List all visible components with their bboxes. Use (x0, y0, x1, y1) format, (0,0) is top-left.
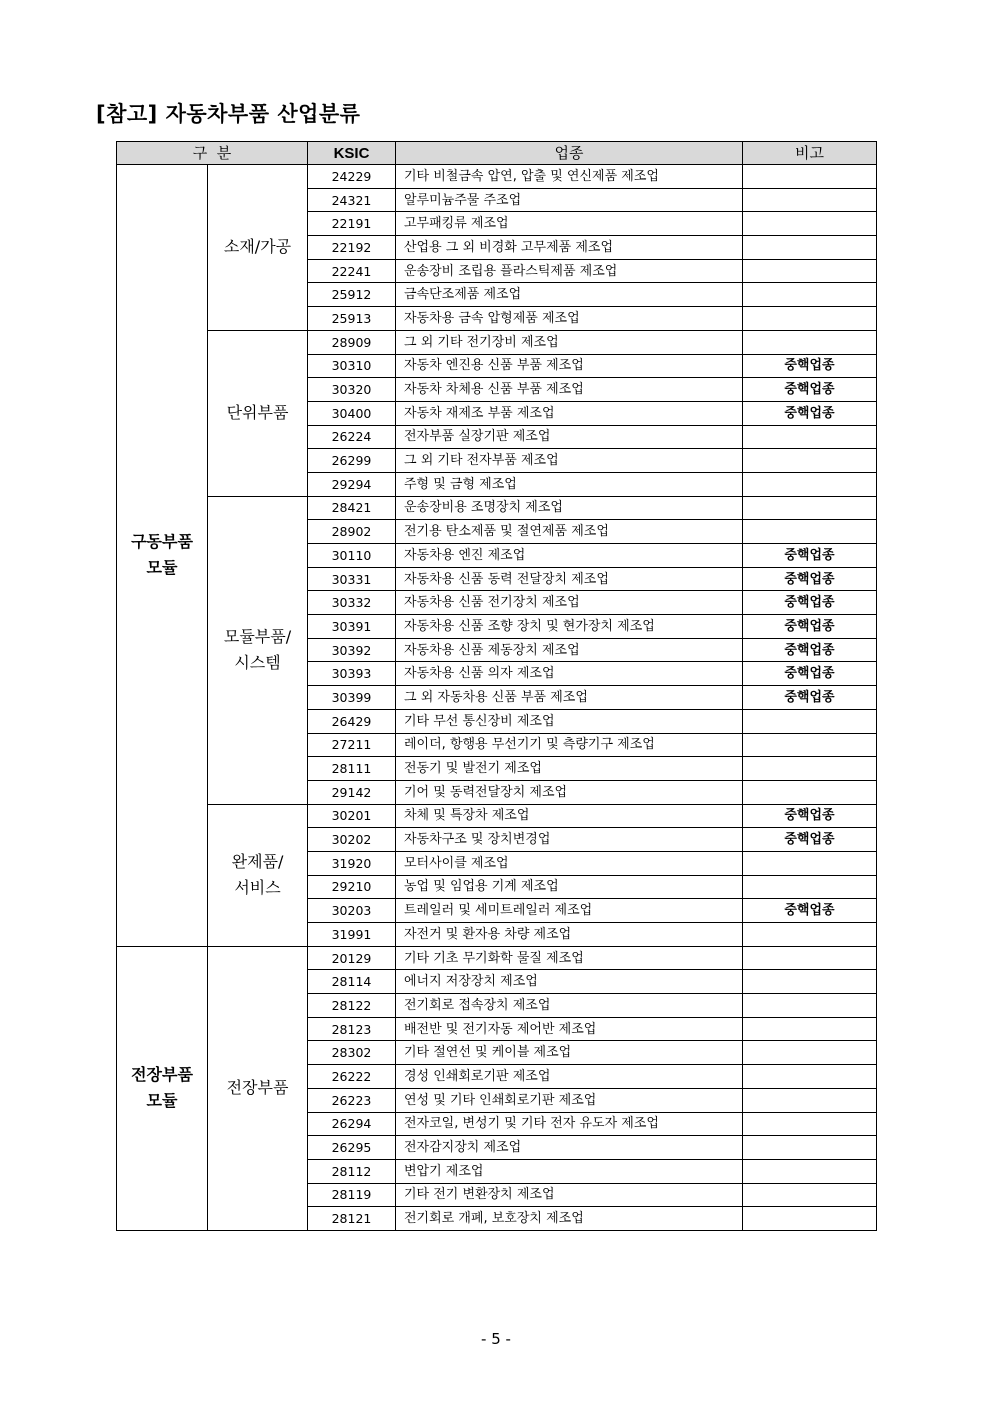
note-cell (743, 330, 877, 354)
note-cell (743, 1136, 877, 1160)
ksic-header: KSIC (308, 142, 396, 165)
ksic-code-cell: 20129 (308, 946, 396, 970)
ksic-code-cell: 26222 (308, 1065, 396, 1089)
note-cell: 중핵업종 (743, 401, 877, 425)
table-header-row (117, 142, 877, 165)
ksic-code-cell: 31920 (308, 851, 396, 875)
industry-name-cell: 자동차 차체용 신품 부품 제조업 (396, 378, 743, 402)
note-cell (743, 1159, 877, 1183)
ksic-code-cell: 29210 (308, 875, 396, 899)
note-cell (743, 307, 877, 331)
industry-name-cell: 자동차구조 및 장치변경업 (396, 828, 743, 852)
industry-name-cell: 트레일러 및 세미트레일러 제조업 (396, 899, 743, 923)
table-row (117, 496, 877, 520)
industry-name-cell: 기타 무선 통신장비 제조업 (396, 709, 743, 733)
industry-name-cell: 전자감지장치 제조업 (396, 1136, 743, 1160)
page-title: [참고] 자동차부품 산업분류 (96, 102, 361, 126)
industry-header: 업종 (396, 142, 743, 165)
ksic-code-cell: 25913 (308, 307, 396, 331)
industry-name-cell: 자동차용 신품 의자 제조업 (396, 662, 743, 686)
industry-name-cell: 자동차용 신품 동력 전달장치 제조업 (396, 567, 743, 591)
ksic-code-cell: 28421 (308, 496, 396, 520)
ksic-code-cell: 28902 (308, 520, 396, 544)
note-cell (743, 1088, 877, 1112)
ksic-code-cell: 30392 (308, 638, 396, 662)
industry-name-cell: 고무패킹류 제조업 (396, 212, 743, 236)
subgroup-label: 완제품/ (231, 852, 284, 872)
table-row (117, 804, 877, 828)
note-cell (743, 496, 877, 520)
subgroup-label: 모듈부품/ (223, 627, 292, 647)
industry-name-cell: 자동차용 엔진 제조업 (396, 544, 743, 568)
ksic-code-cell: 29294 (308, 472, 396, 496)
note-cell (743, 1112, 877, 1136)
subgroup-label-cell (208, 946, 308, 1230)
note-cell (743, 212, 877, 236)
ksic-code-cell: 28114 (308, 970, 396, 994)
table-row (117, 165, 877, 189)
ksic-code-cell: 30393 (308, 662, 396, 686)
industry-name-cell: 금속단조제품 제조업 (396, 283, 743, 307)
ksic-code-cell: 26294 (308, 1112, 396, 1136)
ksic-code-cell: 29142 (308, 780, 396, 804)
note-cell (743, 1065, 877, 1089)
subgroup-label-cell (208, 165, 308, 331)
ksic-code-cell: 28121 (308, 1207, 396, 1231)
note-cell (743, 923, 877, 947)
note-cell: 중핵업종 (743, 828, 877, 852)
note-cell: 중핵업종 (743, 354, 877, 378)
note-cell (743, 709, 877, 733)
note-cell (743, 188, 877, 212)
note-cell (743, 1183, 877, 1207)
group-label-cell (117, 946, 208, 1230)
industry-name-cell: 자동차용 신품 전기장치 제조업 (396, 591, 743, 615)
industry-name-cell: 운송장비 조립용 플라스틱제품 제조업 (396, 259, 743, 283)
ksic-code-cell: 30320 (308, 378, 396, 402)
subgroup-label-cell (208, 804, 308, 946)
note-cell (743, 1207, 877, 1231)
industry-name-cell: 연성 및 기타 인쇄회로기판 제조업 (396, 1088, 743, 1112)
industry-name-cell: 운송장비용 조명장치 제조업 (396, 496, 743, 520)
ksic-code-cell: 30331 (308, 567, 396, 591)
note-cell (743, 851, 877, 875)
ksic-code-cell: 28119 (308, 1183, 396, 1207)
note-cell: 중핵업종 (743, 662, 877, 686)
industry-name-cell: 자동차 엔진용 신품 부품 제조업 (396, 354, 743, 378)
note-cell (743, 165, 877, 189)
subgroup-label-cell (208, 496, 308, 804)
table-row (117, 946, 877, 970)
note-cell (743, 1041, 877, 1065)
note-cell (743, 1017, 877, 1041)
ksic-code-cell: 30110 (308, 544, 396, 568)
industry-name-cell: 그 외 기타 전자부품 제조업 (396, 449, 743, 473)
industry-name-cell: 농업 및 임업용 기계 제조업 (396, 875, 743, 899)
industry-name-cell: 전기용 탄소제품 및 절연제품 제조업 (396, 520, 743, 544)
table-body (117, 165, 877, 1231)
ksic-code-cell: 30332 (308, 591, 396, 615)
industry-name-cell: 기타 기초 무기화학 물질 제조업 (396, 946, 743, 970)
industry-name-cell: 경성 인쇄회로기판 제조업 (396, 1065, 743, 1089)
subgroup-label: 소재/가공 (223, 237, 292, 257)
group-label: 구동부품 (131, 532, 193, 552)
ksic-code-cell: 26224 (308, 425, 396, 449)
note-cell (743, 970, 877, 994)
note-cell (743, 520, 877, 544)
ksic-code-cell: 22191 (308, 212, 396, 236)
ksic-code-cell: 28112 (308, 1159, 396, 1183)
industry-name-cell: 산업용 그 외 비경화 고무제품 제조업 (396, 236, 743, 260)
ksic-code-cell: 24229 (308, 165, 396, 189)
group-label: 전장부품 (131, 1065, 193, 1085)
industry-name-cell: 기타 전기 변환장치 제조업 (396, 1183, 743, 1207)
industry-name-cell: 변압기 제조업 (396, 1159, 743, 1183)
industry-name-cell: 기타 비철금속 압연, 압출 및 연신제품 제조업 (396, 165, 743, 189)
ksic-code-cell: 28123 (308, 1017, 396, 1041)
industry-name-cell: 주형 및 금형 제조업 (396, 472, 743, 496)
industry-name-cell: 자동차용 금속 압형제품 제조업 (396, 307, 743, 331)
subgroup-label: 시스템 (234, 653, 281, 673)
table-row (117, 330, 877, 354)
note-cell (743, 994, 877, 1018)
ksic-code-cell: 28302 (308, 1041, 396, 1065)
subgroup-label-cell (208, 330, 308, 496)
category-header: 구 분 (117, 142, 308, 165)
subgroup-label: 단위부품 (226, 403, 289, 423)
note-cell (743, 472, 877, 496)
industry-name-cell: 기타 절연선 및 케이블 제조업 (396, 1041, 743, 1065)
ksic-code-cell: 30399 (308, 686, 396, 710)
industry-name-cell: 자동차 재제조 부품 제조업 (396, 401, 743, 425)
ksic-code-cell: 31991 (308, 923, 396, 947)
industry-classification-table (116, 141, 877, 1231)
note-cell: 중핵업종 (743, 378, 877, 402)
ksic-code-cell: 26299 (308, 449, 396, 473)
note-cell (743, 236, 877, 260)
note-cell (743, 780, 877, 804)
subgroup-label: 전장부품 (226, 1078, 289, 1098)
industry-name-cell: 전자부품 실장기판 제조업 (396, 425, 743, 449)
ksic-code-cell: 27211 (308, 733, 396, 757)
ksic-code-cell: 28122 (308, 994, 396, 1018)
note-cell: 중핵업종 (743, 686, 877, 710)
ksic-code-cell: 26429 (308, 709, 396, 733)
note-cell: 중핵업종 (743, 638, 877, 662)
ksic-code-cell: 30202 (308, 828, 396, 852)
ksic-code-cell: 22192 (308, 236, 396, 260)
industry-name-cell: 차체 및 특장차 제조업 (396, 804, 743, 828)
note-cell (743, 425, 877, 449)
ksic-code-cell: 30201 (308, 804, 396, 828)
note-cell (743, 875, 877, 899)
note-cell: 중핵업종 (743, 591, 877, 615)
subgroup-label: 서비스 (234, 878, 281, 898)
industry-name-cell: 모터사이클 제조업 (396, 851, 743, 875)
note-cell (743, 733, 877, 757)
ksic-code-cell: 26223 (308, 1088, 396, 1112)
industry-name-cell: 전기회로 개폐, 보호장치 제조업 (396, 1207, 743, 1231)
ksic-code-cell: 28111 (308, 757, 396, 781)
ksic-code-cell: 30400 (308, 401, 396, 425)
industry-name-cell: 전기회로 접속장치 제조업 (396, 994, 743, 1018)
note-cell (743, 757, 877, 781)
note-cell: 중핵업종 (743, 567, 877, 591)
ksic-code-cell: 22241 (308, 259, 396, 283)
ksic-code-cell: 30310 (308, 354, 396, 378)
note-cell: 중핵업종 (743, 899, 877, 923)
ksic-code-cell: 25912 (308, 283, 396, 307)
note-header: 비고 (743, 142, 877, 165)
ksic-code-cell: 24321 (308, 188, 396, 212)
industry-name-cell: 전자코일, 변성기 및 기타 전자 유도자 제조업 (396, 1112, 743, 1136)
industry-name-cell: 알루미늄주물 주조업 (396, 188, 743, 212)
note-cell (743, 283, 877, 307)
industry-name-cell: 레이더, 항행용 무선기기 및 측량기구 제조업 (396, 733, 743, 757)
note-cell (743, 259, 877, 283)
group-label-cell (117, 165, 208, 947)
page-number: - 5 - (481, 1330, 511, 1348)
industry-name-cell: 배전반 및 전기자동 제어반 제조업 (396, 1017, 743, 1041)
industry-name-cell: 전동기 및 발전기 제조업 (396, 757, 743, 781)
industry-name-cell: 기어 및 동력전달장치 제조업 (396, 780, 743, 804)
industry-name-cell: 그 외 기타 전기장비 제조업 (396, 330, 743, 354)
note-cell: 중핵업종 (743, 544, 877, 568)
industry-name-cell: 그 외 자동차용 신품 부품 제조업 (396, 686, 743, 710)
industry-name-cell: 에너지 저장장치 제조업 (396, 970, 743, 994)
ksic-code-cell: 30391 (308, 615, 396, 639)
ksic-code-cell: 30203 (308, 899, 396, 923)
note-cell: 중핵업종 (743, 804, 877, 828)
group-label: 모듈 (146, 1091, 178, 1111)
group-label: 모듈 (146, 558, 178, 578)
industry-name-cell: 자전거 및 환자용 차량 제조업 (396, 923, 743, 947)
note-cell (743, 946, 877, 970)
note-cell (743, 449, 877, 473)
note-cell: 중핵업종 (743, 615, 877, 639)
industry-name-cell: 자동차용 신품 조향 장치 및 현가장치 제조업 (396, 615, 743, 639)
ksic-code-cell: 28909 (308, 330, 396, 354)
industry-name-cell: 자동차용 신품 제동장치 제조업 (396, 638, 743, 662)
ksic-code-cell: 26295 (308, 1136, 396, 1160)
